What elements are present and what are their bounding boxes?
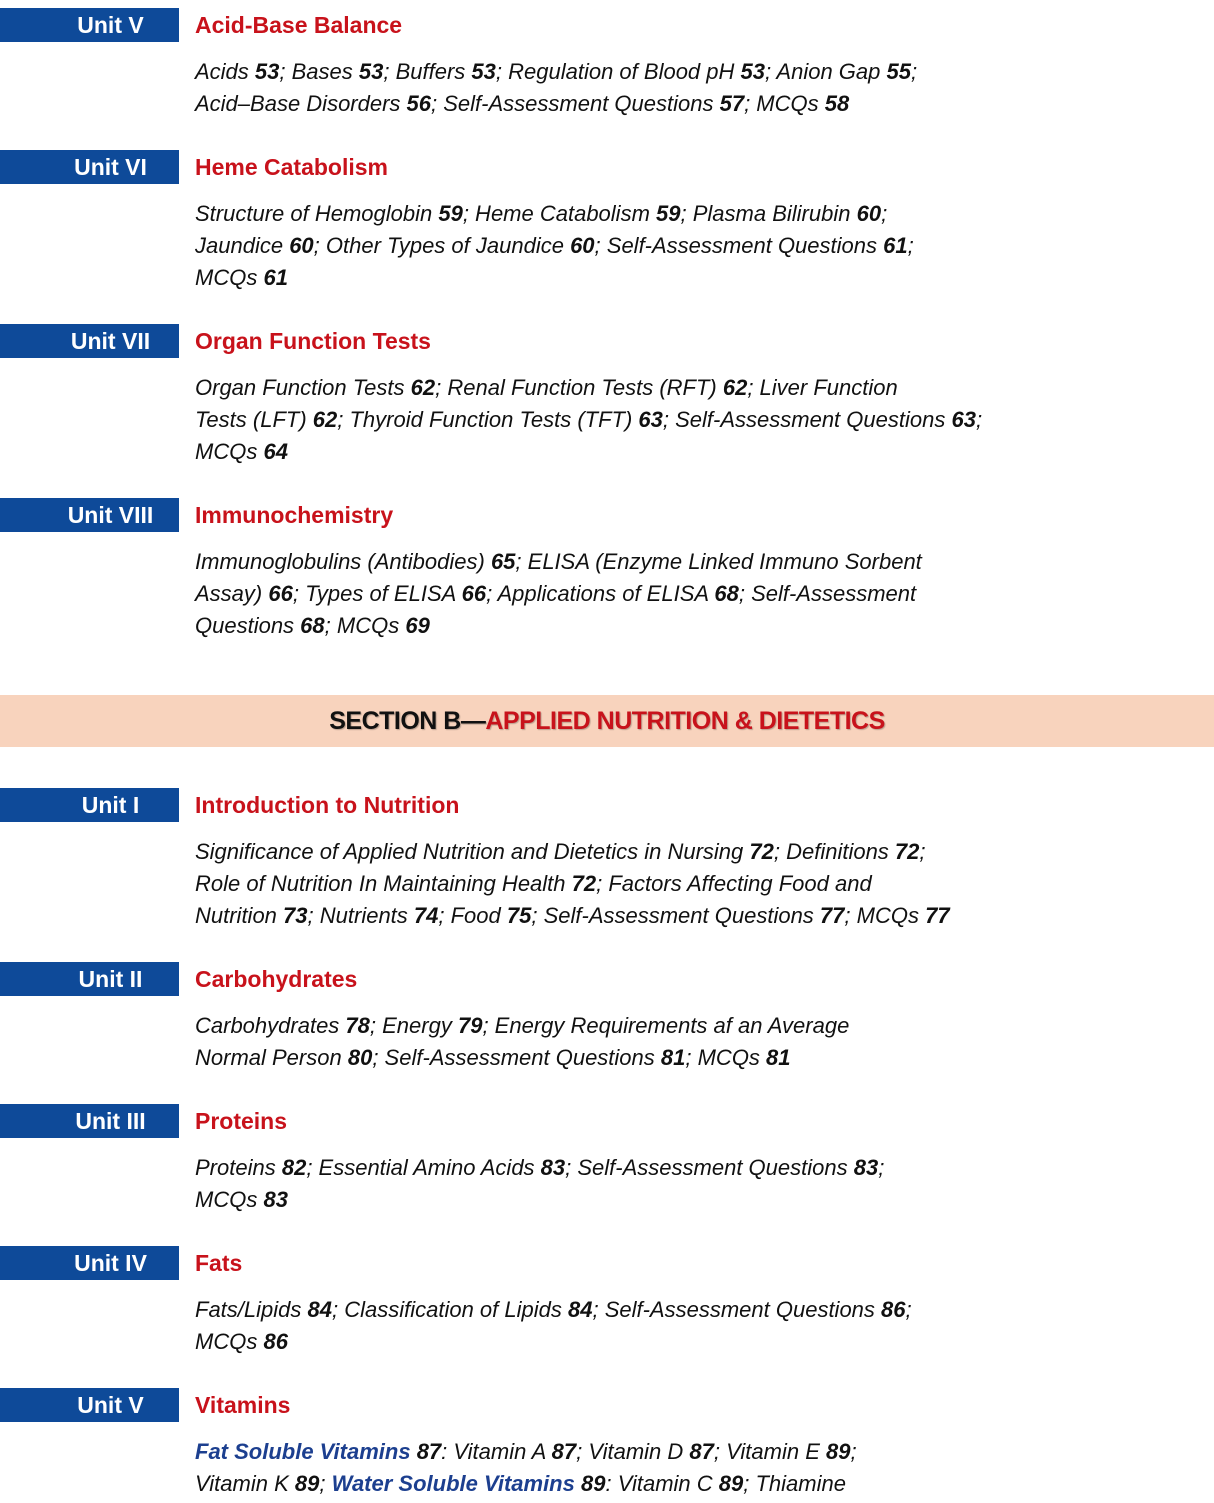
page-number: 81: [766, 1045, 791, 1070]
unit-topics: [195, 546, 1055, 642]
topic-text: ; Definitions: [773, 839, 895, 864]
topic-text: ; Self-Assessment Questions: [431, 91, 720, 116]
topic-text: ; Anion Gap: [765, 59, 887, 84]
topic-text: ; Buffers: [383, 59, 472, 84]
topic-text: ; Self-Assessment Questions: [565, 1155, 854, 1180]
topic-text: ; Self-Assessment Questions: [662, 407, 952, 432]
unit-b-5: [0, 1380, 1214, 1496]
topic-text: Organ Function Tests: [195, 375, 411, 400]
section-b-heading: [0, 695, 1214, 747]
section-label: SECTION B—: [329, 707, 486, 735]
page-number: 87: [551, 1439, 577, 1464]
page-number: 53: [254, 59, 280, 84]
unit-header: [0, 1238, 1214, 1274]
topic-text: ; Thyroid Function Tests (TFT): [337, 407, 639, 432]
page-number: 84: [567, 1297, 593, 1322]
unit-topics: [195, 1436, 1055, 1500]
topic-line: [195, 262, 1055, 294]
topic-text: ;: [905, 1297, 912, 1322]
topic-text: ; Self-Assessment Questions: [592, 1297, 882, 1322]
unit-topics: [195, 1010, 1055, 1074]
page-number: 83: [263, 1187, 288, 1212]
unit-b-2: [0, 954, 1214, 1070]
topic-line: [195, 1436, 1055, 1468]
topic-text: : Vitamin C: [605, 1471, 719, 1496]
unit-header: [0, 780, 1214, 816]
topic-text: Questions: [195, 613, 301, 638]
topic-text: ;: [919, 839, 926, 864]
topic-text: Carbohydrates: [195, 1013, 346, 1038]
topic-text: ; Vitamin E: [713, 1439, 826, 1464]
unit-a-5: [0, 0, 1214, 116]
page-number: 86: [263, 1329, 288, 1354]
unit-badge: Unit II: [0, 962, 179, 996]
page-number: 62: [410, 375, 436, 400]
unit-b-1: [0, 780, 1214, 928]
page-number: 72: [894, 839, 920, 864]
topic-line: [195, 1468, 1055, 1500]
topic-text: ; Liver Function: [747, 375, 898, 400]
unit-badge: Unit V: [0, 1388, 179, 1422]
topic-line: [195, 868, 1055, 900]
topic-line: [195, 372, 1055, 404]
page-number: 61: [263, 265, 288, 290]
topic-line: [195, 1294, 1055, 1326]
topic-line: [195, 1184, 1055, 1216]
page-number: 59: [438, 201, 463, 226]
unit-title: Immunochemistry: [195, 502, 394, 528]
unit-header: [0, 0, 1214, 36]
page-number: 53: [471, 59, 496, 84]
page-number: 73: [283, 903, 308, 928]
topic-text: Jaundice: [195, 233, 290, 258]
unit-title: Proteins: [195, 1108, 288, 1134]
unit-topics: [195, 1152, 1055, 1216]
page-number: 61: [883, 233, 908, 258]
topic-text: ;: [850, 1439, 857, 1464]
topic-text: ; Energy Requirements af an Average: [482, 1013, 850, 1038]
page-number: 68: [714, 581, 739, 606]
topic-line: [195, 836, 1055, 868]
unit-topics: [195, 56, 1055, 120]
unit-title: Carbohydrates: [195, 966, 358, 992]
subgroup-heading: Water Soluble Vitamins: [331, 1471, 575, 1496]
topic-text: : Vitamin A: [441, 1439, 552, 1464]
page-number: 84: [307, 1297, 332, 1322]
topic-text: ; Vitamin D: [576, 1439, 690, 1464]
topic-text: Vitamin K: [195, 1471, 295, 1496]
page-number: 57: [719, 91, 745, 116]
page-number: 53: [358, 59, 384, 84]
topic-text: Role of Nutrition In Maintaining Health: [195, 871, 572, 896]
unit-a-7: [0, 316, 1214, 464]
page-number: 89: [294, 1471, 320, 1496]
unit-badge: Unit I: [0, 788, 179, 822]
page-number: 58: [824, 91, 850, 116]
topic-text: ; MCQs: [844, 903, 926, 928]
topic-line: [195, 198, 1055, 230]
topic-line: [195, 436, 1055, 468]
unit-title: Organ Function Tests: [195, 328, 431, 354]
unit-topics: [195, 836, 1055, 932]
topic-line: [195, 1010, 1055, 1042]
page-number: 77: [925, 903, 950, 928]
topic-text: ; Regulation of Blood pH: [495, 59, 741, 84]
unit-a-8: [0, 490, 1214, 638]
topic-text: ; MCQs: [744, 91, 825, 116]
topic-text: ;: [907, 233, 914, 258]
unit-b-3: [0, 1096, 1214, 1212]
topic-text: ;: [878, 1155, 885, 1180]
topic-line: [195, 56, 1055, 88]
topic-text: ; Renal Function Tests (RFT): [435, 375, 723, 400]
page-number: 72: [749, 839, 774, 864]
unit-b-4: [0, 1238, 1214, 1354]
unit-title: Fats: [195, 1250, 243, 1276]
topic-text: MCQs: [195, 1187, 264, 1212]
topic-text: Normal Person: [195, 1045, 348, 1070]
unit-badge: Unit VIII: [0, 498, 179, 532]
unit-badge: Unit VI: [0, 150, 179, 184]
unit-header: [0, 954, 1214, 990]
topic-text: ; Classification of Lipids: [331, 1297, 568, 1322]
section-title: APPLIED NUTRITION & DIETETICS: [485, 707, 885, 735]
unit-title: Acid-Base Balance: [195, 12, 403, 38]
page-number: 66: [268, 581, 293, 606]
topic-text: MCQs: [195, 1329, 264, 1354]
unit-header: [0, 1380, 1214, 1416]
page-number: 81: [660, 1045, 686, 1070]
page-number: 65: [490, 549, 516, 574]
topic-text: ; Bases: [279, 59, 359, 84]
topic-text: Acid–Base Disorders: [195, 91, 407, 116]
unit-header: [0, 490, 1214, 526]
page-number: 89: [826, 1439, 851, 1464]
page-number: 62: [312, 407, 338, 432]
unit-title: Vitamins: [195, 1392, 291, 1418]
topic-line: [195, 900, 1055, 932]
unit-title: Introduction to Nutrition: [195, 792, 460, 818]
unit-title: Heme Catabolism: [195, 154, 389, 180]
topic-text: ; MCQs: [324, 613, 406, 638]
page-number: 60: [570, 233, 595, 258]
topic-line: [195, 546, 1055, 578]
topic-text: ; Self-Assessment Questions: [594, 233, 884, 258]
page-number: 74: [413, 903, 439, 928]
page-number: 60: [856, 201, 882, 226]
page-number: 83: [853, 1155, 879, 1180]
topic-text: MCQs: [195, 439, 264, 464]
page-number: 63: [638, 407, 663, 432]
page-number: 59: [656, 201, 681, 226]
unit-header: [0, 1096, 1214, 1132]
unit-header: [0, 142, 1214, 178]
topic-line: [195, 88, 1055, 120]
topic-text: ; Nutrients: [307, 903, 414, 928]
unit-badge: Unit III: [0, 1104, 179, 1138]
page-number: 89: [718, 1471, 744, 1496]
page-number: 86: [881, 1297, 906, 1322]
page-number: 75: [506, 903, 532, 928]
page-number: 72: [571, 871, 597, 896]
page-number: 53: [740, 59, 765, 84]
unit-badge: Unit VII: [0, 324, 179, 358]
topic-text: ; Thiamine: [743, 1471, 846, 1496]
page-number: 78: [345, 1013, 370, 1038]
topic-line: [195, 610, 1055, 642]
topic-text: Proteins: [195, 1155, 282, 1180]
topic-text: Significance of Applied Nutrition and Dietetics in Nursing: [195, 839, 750, 864]
topic-text: ; Food: [438, 903, 507, 928]
page-number: 66: [461, 581, 487, 606]
topic-text: Fats/Lipids: [195, 1297, 308, 1322]
subgroup-heading: Fat Soluble Vitamins: [195, 1439, 411, 1464]
page-number: 62: [722, 375, 748, 400]
topic-text: ; Energy: [369, 1013, 458, 1038]
topic-text: ; Self-Assessment Questions: [531, 903, 820, 928]
topic-text: Nutrition: [195, 903, 284, 928]
page-number: 80: [347, 1045, 373, 1070]
topic-text: ;: [910, 59, 918, 84]
unit-badge: Unit V: [0, 8, 179, 42]
topic-line: [195, 578, 1055, 610]
topic-line: [195, 230, 1055, 262]
page-number: 63: [951, 407, 976, 432]
topic-text: ; ELISA (Enzyme Linked Immuno Sorbent: [515, 549, 922, 574]
page-number: 87: [689, 1439, 714, 1464]
topic-text: ;: [881, 201, 888, 226]
page-number: 83: [540, 1155, 566, 1180]
topic-line: [195, 1152, 1055, 1184]
topic-text: Assay): [195, 581, 269, 606]
page-number: 69: [405, 613, 430, 638]
page-number: 89: [580, 1471, 606, 1496]
page-number: 77: [819, 903, 845, 928]
topic-text: ; Factors Affecting Food and: [596, 871, 872, 896]
page-number: 55: [886, 59, 911, 84]
page-number: 60: [289, 233, 314, 258]
topic-text: ; Types of ELISA: [292, 581, 462, 606]
topic-text: Structure of Hemoglobin: [195, 201, 439, 226]
unit-a-6: [0, 142, 1214, 290]
topic-text: Tests (LFT): [195, 407, 313, 432]
topic-text: Immunoglobulins (Antibodies): [195, 549, 491, 574]
topic-text: ; Other Types of Jaundice: [313, 233, 571, 258]
page-number: 68: [300, 613, 325, 638]
topic-text: MCQs: [195, 265, 264, 290]
topic-text: Acids: [195, 59, 255, 84]
topic-text: ; Self-Assessment Questions: [372, 1045, 661, 1070]
page-number: 79: [457, 1013, 483, 1038]
topic-line: [195, 404, 1055, 436]
topic-text: ; Self-Assessment: [738, 581, 917, 606]
topic-text: ; Essential Amino Acids: [306, 1155, 541, 1180]
page-number: 87: [416, 1439, 442, 1464]
topic-text: ; Plasma Bilirubin: [680, 201, 857, 226]
topic-text: ;: [319, 1471, 332, 1496]
page-number: 82: [281, 1155, 307, 1180]
topic-text: ; MCQs: [685, 1045, 767, 1070]
topic-text: ; Heme Catabolism: [462, 201, 657, 226]
topic-line: [195, 1042, 1055, 1074]
topic-text: ; Applications of ELISA: [486, 581, 715, 606]
page-number: 64: [263, 439, 288, 464]
topic-text: ;: [975, 407, 983, 432]
unit-topics: [195, 372, 1055, 468]
unit-topics: [195, 1294, 1055, 1358]
unit-header: [0, 316, 1214, 352]
unit-badge: Unit IV: [0, 1246, 179, 1280]
unit-topics: [195, 198, 1055, 294]
topic-line: [195, 1326, 1055, 1358]
page-number: 56: [406, 91, 432, 116]
